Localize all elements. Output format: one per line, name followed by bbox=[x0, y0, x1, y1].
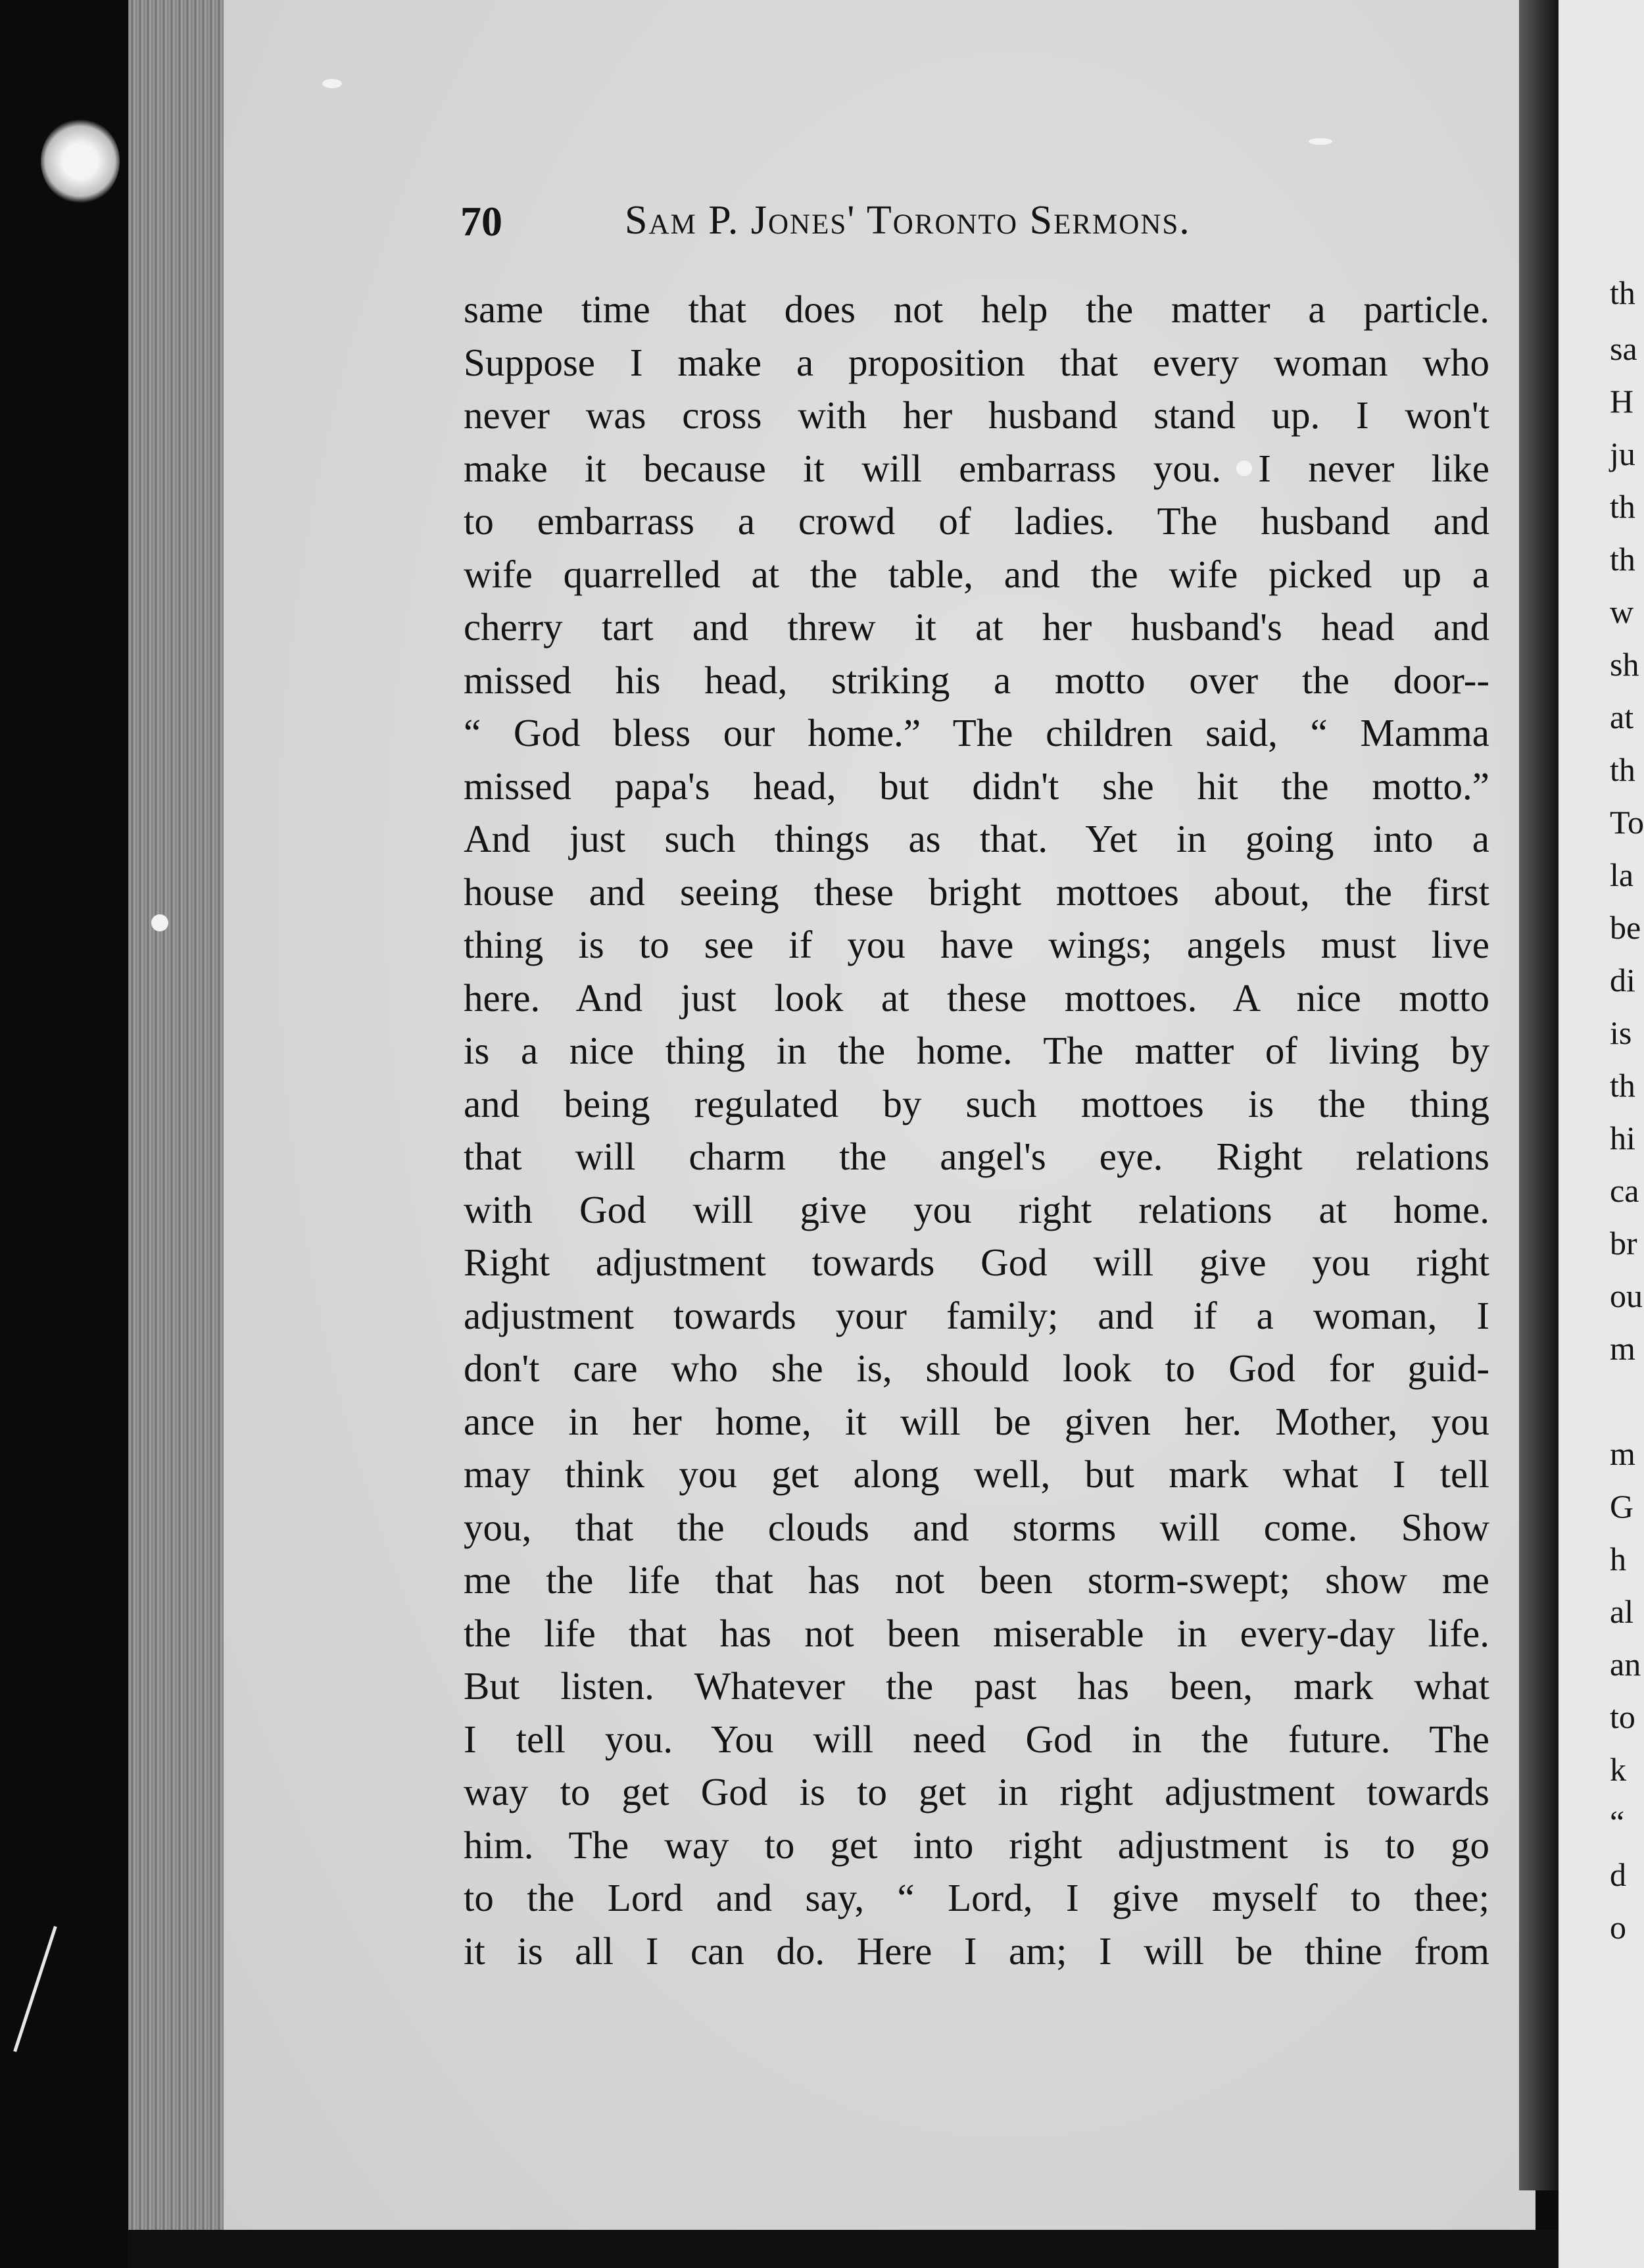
scan-blot bbox=[41, 118, 120, 204]
text-line: “ God bless our home.” The children said, “ Mamma bbox=[464, 711, 1489, 754]
text-line: me the life that has not been storm-swept; show me bbox=[464, 1558, 1489, 1602]
text-line: thing is to see if you have wings; angels must live bbox=[464, 923, 1489, 966]
text-line: wife quarrelled at the table, and the wife picked up a bbox=[464, 552, 1489, 596]
text-line: Suppose I make a proposition that every woman who bbox=[464, 340, 1489, 384]
facing-page-text-fragment: to bbox=[1610, 1698, 1635, 1735]
text-line: with God will give you right relations at home. bbox=[464, 1187, 1489, 1231]
text-line: same time that does not help the matter a particle. bbox=[464, 287, 1489, 331]
text-line: never was cross with her husband stand up. I won't bbox=[464, 393, 1489, 437]
paper-speck bbox=[322, 79, 342, 88]
facing-page-text-fragment: ou bbox=[1610, 1277, 1643, 1314]
facing-page-text-fragment: th bbox=[1610, 751, 1635, 788]
facing-page-text-fragment: al bbox=[1610, 1593, 1634, 1630]
facing-page-text-fragment: th bbox=[1610, 274, 1635, 311]
scan-bottom-border bbox=[128, 2230, 1559, 2268]
text-line: house and seeing these bright mottoes about, the first bbox=[464, 870, 1489, 914]
facing-page-edge bbox=[1559, 0, 1644, 2268]
facing-page-text-fragment: m bbox=[1610, 1435, 1635, 1472]
book-title: Sam P. Jones' Toronto Sermons. bbox=[625, 198, 1191, 243]
facing-page-text-fragment: To bbox=[1610, 804, 1644, 841]
text-line: the life that has not been miserable in every-day life. bbox=[464, 1611, 1489, 1655]
text-line: don't care who she is, should look to God for guid- bbox=[464, 1346, 1489, 1390]
text-line: adjustment towards your family; and if a woman, I bbox=[464, 1293, 1489, 1337]
running-head bbox=[460, 197, 1486, 250]
facing-page-text-fragment: ju bbox=[1610, 435, 1635, 472]
facing-page-text-fragment: is bbox=[1610, 1014, 1632, 1051]
text-line: make it because it will embarrass you. I never like bbox=[464, 446, 1489, 490]
text-line: But listen. Whatever the past has been, mark what bbox=[464, 1664, 1489, 1708]
facing-page-text-fragment: at bbox=[1610, 699, 1634, 735]
facing-page-text-fragment: “ bbox=[1610, 1804, 1625, 1840]
paper-speck bbox=[1309, 138, 1332, 145]
page-number: 70 bbox=[460, 198, 502, 245]
scan-scratch bbox=[13, 1926, 82, 2060]
facing-page-text-fragment: ca bbox=[1610, 1172, 1639, 1209]
facing-page-text-fragment: w bbox=[1610, 593, 1634, 630]
facing-page-text-fragment: hi bbox=[1610, 1120, 1635, 1156]
facing-page-text-fragment: sa bbox=[1610, 330, 1637, 367]
facing-page-text-fragment: la bbox=[1610, 856, 1634, 893]
facing-page-text-fragment: th bbox=[1610, 1067, 1635, 1104]
text-line: is a nice thing in the home. The matter of living by bbox=[464, 1029, 1489, 1072]
text-line: ance in her home, it will be given her. Mother, you bbox=[464, 1399, 1489, 1443]
facing-page-text-fragment: m bbox=[1610, 1330, 1635, 1367]
paper-speck bbox=[151, 914, 168, 931]
facing-page-text-fragment: H bbox=[1610, 383, 1634, 420]
facing-page-text-fragment: an bbox=[1610, 1646, 1641, 1683]
text-line: that will charm the angel's eye. Right relations bbox=[464, 1135, 1489, 1178]
text-line: to embarrass a crowd of ladies. The husband and bbox=[464, 499, 1489, 543]
facing-page-text-fragment: th bbox=[1610, 541, 1635, 578]
text-line: you, that the clouds and storms will come. Show bbox=[464, 1505, 1489, 1549]
text-line: way to get God is to get in right adjustment towards bbox=[464, 1770, 1489, 1813]
text-line: And just such things as that. Yet in going into a bbox=[464, 817, 1489, 860]
text-line: and being regulated by such mottoes is the thing bbox=[464, 1081, 1489, 1125]
facing-page-text-fragment: o bbox=[1610, 1909, 1626, 1946]
text-line: cherry tart and threw it at her husband's head and bbox=[464, 605, 1489, 649]
facing-page-text-fragment: th bbox=[1610, 488, 1635, 525]
text-line: missed his head, striking a motto over the door-- bbox=[464, 658, 1489, 702]
text-line: Right adjustment towards God will give you right bbox=[464, 1241, 1489, 1284]
facing-page-text-fragment: d bbox=[1610, 1856, 1626, 1893]
text-line: him. The way to get into right adjustment is to go bbox=[464, 1823, 1489, 1867]
text-line: I tell you. You will need God in the future. The bbox=[464, 1717, 1489, 1761]
text-line: missed papa's head, but didn't she hit the motto.” bbox=[464, 764, 1489, 808]
facing-page-text-fragment: di bbox=[1610, 962, 1635, 998]
facing-page-text-fragment: br bbox=[1610, 1225, 1637, 1262]
facing-page-text-fragment: h bbox=[1610, 1541, 1626, 1577]
text-line: here. And just look at these mottoes. A nice motto bbox=[464, 975, 1489, 1020]
facing-page-text-fragment: k bbox=[1610, 1751, 1626, 1788]
facing-page-text-fragment: G bbox=[1610, 1488, 1634, 1525]
text-line: may think you get along well, but mark what I tell bbox=[464, 1452, 1489, 1496]
gutter-shadow bbox=[1519, 0, 1559, 2190]
facing-page-text-fragment: be bbox=[1610, 909, 1641, 946]
text-line: to the Lord and say, “ Lord, I give myself to thee; bbox=[464, 1876, 1489, 1919]
facing-page-text-fragment: sh bbox=[1610, 646, 1639, 683]
text-line: it is all I can do. Here I am; I will be thine from bbox=[464, 1929, 1489, 1973]
sermon-body-text bbox=[464, 283, 1489, 1977]
